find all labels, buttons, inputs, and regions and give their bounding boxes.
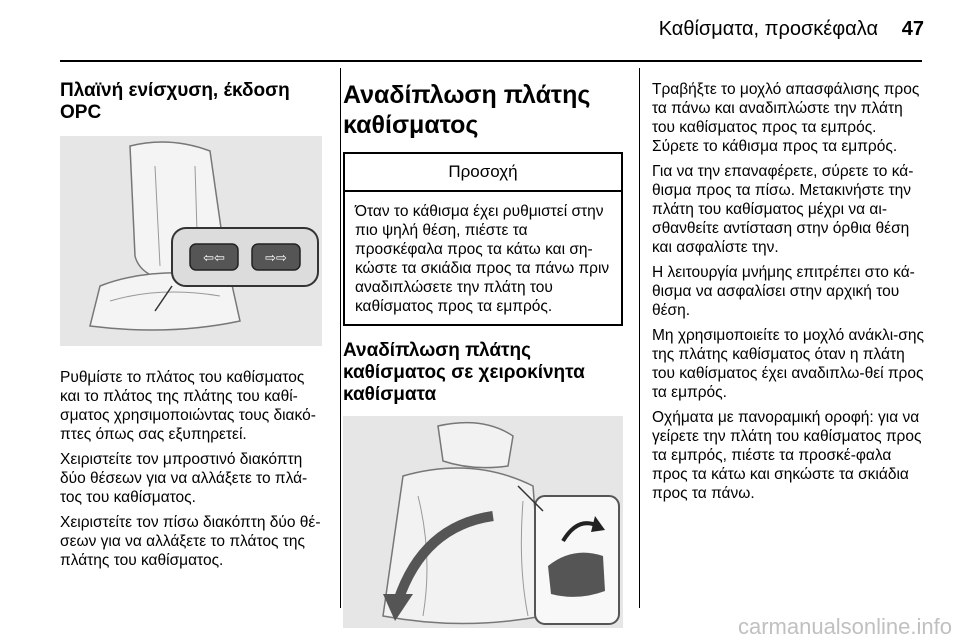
column-divider-2 bbox=[639, 68, 640, 608]
paragraph: Μη χρησιμοποιείτε το μοχλό ανάκλι-σης της πλάτης καθίσματος όταν η πλάτη του καθίσματος έχει αναδιπλω-θεί προς τα εμπρός. bbox=[652, 327, 924, 401]
subheading-manual-seats: Αναδίπλωση πλάτης καθίσματος σε χειροκίνητα καθίσματα bbox=[343, 340, 585, 405]
paragraph: Για να την επαναφέρετε, σύρετε το κά-θισμα προς τα πίσω. Μετακινήστε την πλάτη του καθίσματος μέχρι να αι-σθανθείτε αντίσταση στην όρθια θέση και ασφαλίστε την. bbox=[652, 163, 914, 256]
paragraph: Ρυθμίστε το πλάτος του καθίσματος και το πλάτος της πλάτης του καθί-σματος χρησιμοποιώντας τους διακό-πτες όπως σας εξυπηρετεί. bbox=[60, 369, 316, 443]
caution-box bbox=[343, 152, 623, 326]
column-2 bbox=[343, 80, 623, 628]
svg-text:⇨⇨: ⇨⇨ bbox=[265, 251, 287, 266]
watermark: carmanualsonline.info bbox=[737, 614, 952, 639]
header-title: Καθίσματα, προσκέφαλα bbox=[658, 18, 878, 40]
page-number: 47 bbox=[901, 18, 924, 40]
paragraph: Χειριστείτε τον μπροστινό διακόπτη δύο θέσεων για να αλλάξετε το πλά-τος του καθίσματος. bbox=[60, 451, 308, 506]
seat-fold-illustration bbox=[343, 416, 623, 628]
paragraph: Η λειτουργία μνήμης επιτρέπει στο κά-θισμα να ασφαλίσει στην αρχική του θέση. bbox=[652, 264, 915, 319]
paragraph: Χειριστείτε τον πίσω διακόπτη δύο θέ-σεων για να αλλάξετε το πλάτος της πλάτης του καθίσματος. bbox=[60, 514, 321, 569]
column-3 bbox=[652, 80, 924, 509]
header-rule bbox=[60, 60, 922, 62]
column-1 bbox=[60, 80, 326, 576]
caution-text: Όταν το κάθισμα έχει ρυθμιστεί στην πιο ψηλή θέση, πιέστε τα προσκέφαλα προς τα κάτω και ση-κώστε τα σκιάδια προς τα πάνω πριν αναδιπλώσετε την πλάτη του καθίσματος προς τα εμπρός. bbox=[355, 203, 610, 315]
section-heading-fold: Αναδίπλωση πλάτης καθίσματος bbox=[343, 81, 591, 139]
section-heading-opc: Πλαϊνή ενίσχυση, έκδοση OPC bbox=[60, 80, 290, 123]
svg-text:⇦⇦: ⇦⇦ bbox=[203, 251, 225, 266]
figure-seat-fold bbox=[343, 416, 623, 628]
seat-bolster-illustration bbox=[60, 136, 322, 346]
paragraph: Οχήματα με πανοραμική οροφή: για να γείρετε την πλάτη του καθίσματος προς τα εμπρός, πιέστε τα προσκέ-φαλα προς τα κάτω και σηκώστε τα σκιάδια προς τα πάνω. bbox=[652, 409, 922, 502]
column-divider-1 bbox=[340, 68, 341, 608]
caution-title: Προσοχή bbox=[345, 154, 621, 192]
paragraph: Τραβήξτε το μοχλό απασφάλισης προς τα πάνω και αναδιπλώστε την πλάτη του καθίσματος προς τα εμπρός. Σύρετε το κάθισμα προς τα εμπρός. bbox=[652, 81, 920, 155]
figure-seat-bolster bbox=[60, 136, 322, 346]
